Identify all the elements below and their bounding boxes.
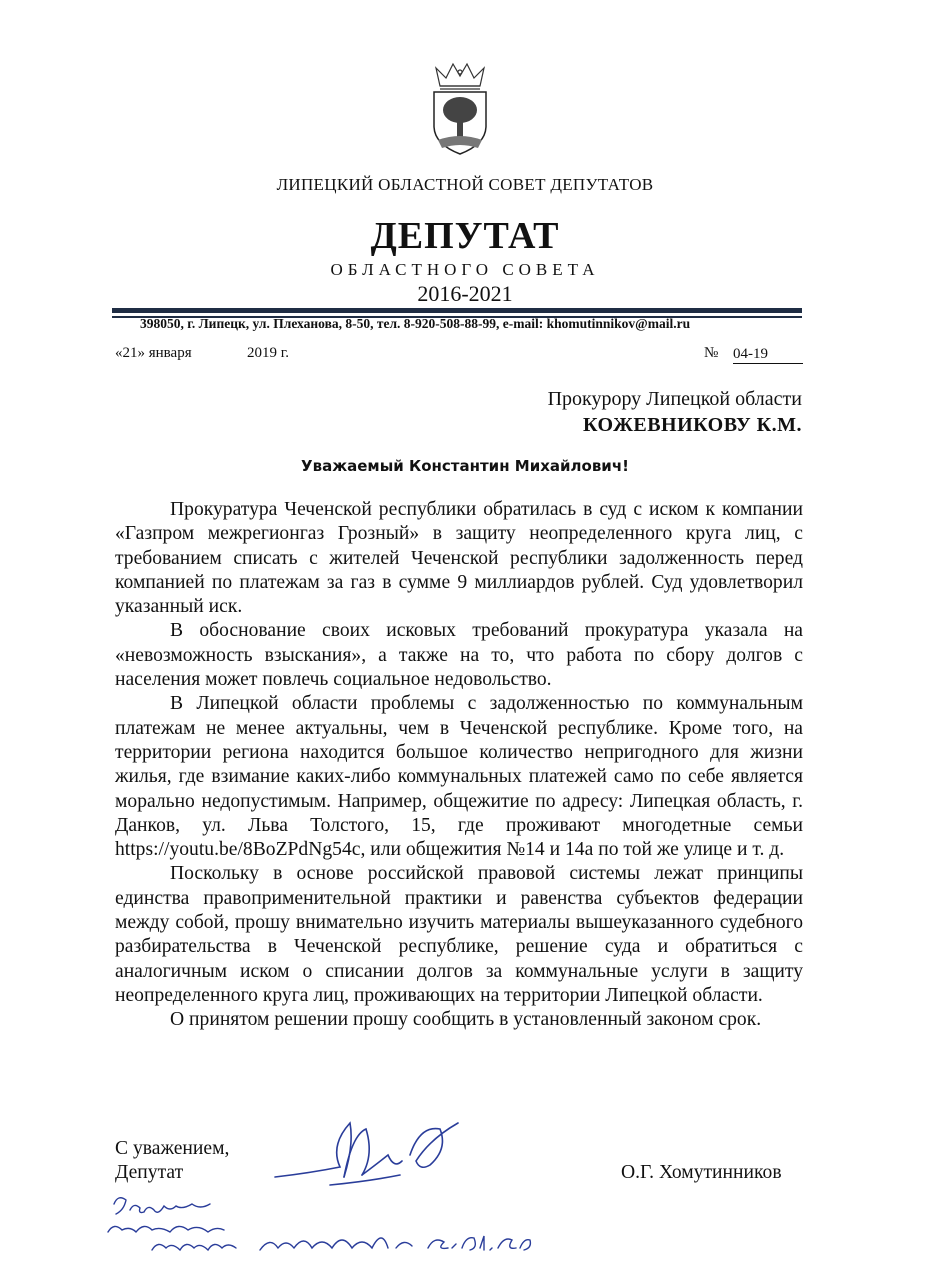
deputy-title: ДЕПУТАТ: [370, 215, 560, 257]
body-paragraph: В Липецкой области проблемы с задолженностью по коммунальным платежам не менее актуальны, чем в Чеченской республике. Кроме того, на территории региона находится большое количество непригодного для жизни жилья, где взимание каких-либо коммунальных платежей само по себе является морально недопустимым. Например, общежитие по адресу: Липецкая область, г. Данков, ул. Льва Толстого, 15, где проживают многодетные семьи https://youtu.be/8BoZPdNg54c, или общежития №14 и 14а по той же улице и т. д.: [115, 693, 803, 861]
handwritten-signature: [270, 1115, 470, 1195]
handwritten-receipt-note: [100, 1192, 540, 1270]
letter-date: «21» января: [115, 345, 192, 361]
closing-regards: С уважением,: [115, 1138, 230, 1159]
letter-number: 04-19: [733, 345, 803, 364]
deputy-term-years: 2016-2021: [417, 281, 513, 306]
closing-position: Депутат: [115, 1162, 184, 1183]
letter-body: [115, 498, 803, 1033]
closing-block: [115, 1137, 229, 1185]
header-rule-thick: [112, 308, 802, 313]
council-name: ЛИПЕЦКИЙ ОБЛАСТНОЙ СОВЕТ ДЕПУТАТОВ: [276, 175, 654, 194]
deputy-subtitle: ОБЛАСТНОГО СОВЕТА: [330, 260, 600, 279]
salutation: Уважаемый Константин Михайлович!: [301, 457, 629, 475]
number-sign: №: [704, 345, 719, 361]
recipient-name: КОЖЕВНИКОВУ К.М.: [583, 414, 802, 436]
contact-address: 398050, г. Липецк, ул. Плеханова, 8-50, тел. 8-920-508-88-99, e-mail: khomutinnikov@mail.ru: [140, 316, 691, 331]
coat-of-arms-emblem: [426, 62, 494, 160]
signer-name: О.Г. Хомутинников: [621, 1162, 782, 1183]
body-paragraph: О принятом решении прошу сообщить в установленный законом срок.: [170, 1009, 762, 1031]
body-paragraph: В обоснование своих исковых требований прокуратура указала на «невозможность взыскания», а также на то, что работа по сбору долгов с населения может повлечь социальное недовольство.: [115, 620, 803, 691]
body-paragraph: Прокуратура Чеченской республики обратилась в суд с иском к компании «Газпром межрегионгаз Грозный» в защиту неопределенного круга лиц, с требованием списать с жителей Чеченской республики задолженность перед компанией по платежам за газ в сумме 9 миллиардов рублей. Суд удовлетворил указанный иск.: [115, 499, 803, 618]
letter-year: 2019 г.: [247, 345, 289, 361]
recipient-position: Прокурору Липецкой области: [547, 388, 802, 410]
body-paragraph: Поскольку в основе российской правовой системы лежат принципы единства правоприменительной практики и равенства субъектов федерации между собой, прошу внимательно изучить материалы вышеуказанного судебного разбирательства в Чеченской республике, решение суда и обратиться с аналогичным иском о списании долгов за коммунальные услуги в защиту неопределенного круга лиц, проживающих на территории Липецкой области.: [115, 863, 803, 1006]
